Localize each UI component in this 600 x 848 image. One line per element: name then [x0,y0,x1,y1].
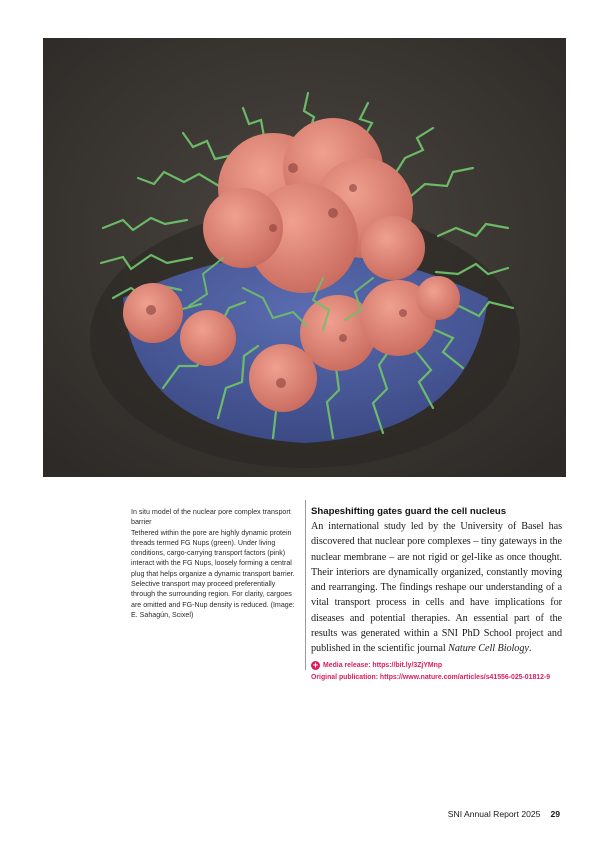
media-release-label[interactable]: Media release: https://bit.ly/3ZjYMnp [323,661,443,669]
report-title: SNI Annual Report 2025 [447,809,541,819]
plus-circle-icon: + [312,660,319,671]
original-publication-link[interactable] [311,672,562,684]
page-number: 29 [550,809,560,819]
article-body [311,519,562,657]
figure-caption [131,507,296,620]
article-headline: Shapeshifting gates guard the cell nucleus [311,506,507,517]
nuclear-pore-illustration [43,38,566,477]
article-body-main: An international study led by the University of Basel has discovered that nuclear pore complexes – tiny gateways in the nuclear membrane – are not rigid or gel-like as once thought. Their interiors are dynamically organized, constantly moving and rearranging. The findings reshape our understanding of a vital transport process in cells and have implications for diseases and potential therapies. An essential part of the results was generated within a SNI PhD School project and published in the scientific journal [311,521,562,655]
column-divider [305,500,306,670]
page-footer [448,809,560,819]
caption-body: Tethered within the pore are highly dynamic protein threads termed FG Nups (green). Under living conditions, cargo-carrying transport factors (pink) interact with the FG Nups, loosely forming a central plug that helps organize a dynamic transport barrier. Selective transport may proceed preferentially through the surrounding region. For clarity, cargoes are omitted and FG-Nup density is reduced. (Image: E. Sahagún, Scixel) [131,528,295,619]
original-publication-label[interactable]: Original publication: https://www.nature.com/articles/s41556-025-01812-9 [311,673,551,681]
media-release-link[interactable] [311,660,562,672]
news-article [311,505,562,684]
caption-title: In situ model of the nuclear pore complex transport barrier [131,508,291,527]
pore-model-graphic [43,38,566,477]
article-body-end: . [528,643,532,655]
journal-name: Nature Cell Biology [448,643,529,655]
